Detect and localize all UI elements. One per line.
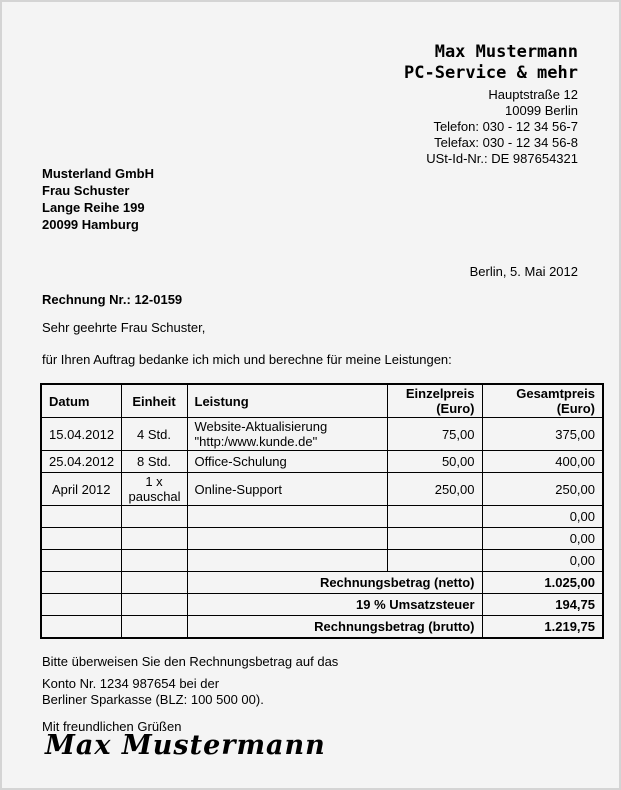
recipient-contact: Frau Schuster: [42, 183, 130, 198]
cell-einheit: [121, 506, 187, 528]
summary-row-tax: [41, 594, 603, 616]
cell-gesamtpreis: 0,00: [482, 528, 603, 550]
recipient-street: Lange Reihe 199: [42, 200, 145, 215]
cell-einzelpreis: [387, 506, 482, 528]
col-header-einheit: Einheit: [121, 384, 187, 418]
salutation: Sehr geehrte Frau Schuster,: [42, 320, 206, 335]
recipient-address: [42, 165, 154, 233]
sender-name: Max Mustermann: [434, 42, 578, 62]
account-line-2: Berliner Sparkasse (BLZ: 100 500 00).: [42, 692, 264, 707]
cell-gesamtpreis: 400,00: [482, 451, 603, 473]
account-info: [42, 676, 264, 708]
invoice-table: [40, 383, 604, 639]
summary-value: 1.025,00: [482, 572, 603, 594]
cell-gesamtpreis: 0,00: [482, 506, 603, 528]
sender-street: Hauptstraße 12: [488, 87, 578, 102]
table-row-empty: [41, 528, 603, 550]
sender-phone: Telefon: 030 - 12 34 56-7: [433, 119, 578, 134]
signature: Max Mustermann: [45, 730, 326, 761]
cell-einzelpreis: 50,00: [387, 451, 482, 473]
table-row: [41, 473, 603, 506]
cell-gesamtpreis: 375,00: [482, 418, 603, 451]
cell-leistung: Office-Schulung: [187, 451, 387, 473]
sender-city: 10099 Berlin: [505, 103, 578, 118]
account-line-1: Konto Nr. 1234 987654 bei der: [42, 676, 220, 691]
cell-leistung: [187, 550, 387, 572]
col-header-einzelpreis: Einzelpreis (Euro): [387, 384, 482, 418]
cell-datum: [41, 528, 121, 550]
cell-leistung: [187, 528, 387, 550]
cell-gesamtpreis: 0,00: [482, 550, 603, 572]
cell-datum: [41, 550, 121, 572]
summary-row-brutto: [41, 616, 603, 638]
cell-gesamtpreis: 250,00: [482, 473, 603, 506]
sender-fax: Telefax: 030 - 12 34 56-8: [434, 135, 578, 150]
cell-einzelpreis: 250,00: [387, 473, 482, 506]
col-header-leistung: Leistung: [187, 384, 387, 418]
col-header-gesamtpreis: Gesamtpreis (Euro): [482, 384, 603, 418]
summary-value-total: 1.219,75: [482, 616, 603, 638]
sender-tagline: PC-Service & mehr: [404, 63, 578, 83]
cell-einheit: [121, 528, 187, 550]
intro-text: für Ihren Auftrag bedanke ich mich und berechne für meine Leistungen:: [42, 352, 452, 367]
cell-leistung: [187, 506, 387, 528]
cell-datum: April 2012: [41, 473, 121, 506]
regards-line: Mit freundlichen Grüßen: [42, 719, 182, 734]
cell-datum: 15.04.2012: [41, 418, 121, 451]
table-row-empty: [41, 506, 603, 528]
sender-address: [404, 87, 578, 167]
recipient-company: Musterland GmbH: [42, 166, 154, 181]
table-row: [41, 451, 603, 473]
cell-einzelpreis: [387, 528, 482, 550]
cell-einheit: 8 Std.: [121, 451, 187, 473]
cell-einzelpreis: 75,00: [387, 418, 482, 451]
cell-einheit: 4 Std.: [121, 418, 187, 451]
recipient-city: 20099 Hamburg: [42, 217, 139, 232]
col-header-datum: Datum: [41, 384, 121, 418]
summary-label: 19 % Umsatzsteuer: [187, 594, 482, 616]
table-row: [41, 418, 603, 451]
cell-einheit: [121, 550, 187, 572]
cell-leistung: Website-Aktualisierung "http:/www.kunde.de": [187, 418, 387, 451]
cell-datum: [41, 506, 121, 528]
table-row-empty: [41, 550, 603, 572]
summary-value: 194,75: [482, 594, 603, 616]
table-header-row: [41, 384, 603, 418]
summary-row-netto: [41, 572, 603, 594]
summary-label: Rechnungsbetrag (netto): [187, 572, 482, 594]
letterhead: [404, 42, 578, 167]
invoice-number: Rechnung Nr.: 12-0159: [42, 292, 183, 307]
cell-einheit: 1 x pauschal: [121, 473, 187, 506]
cell-einzelpreis: [387, 550, 482, 572]
date-line: Berlin, 5. Mai 2012: [469, 264, 578, 279]
summary-label: Rechnungsbetrag (brutto): [187, 616, 482, 638]
payment-request: Bitte überweisen Sie den Rechnungsbetrag auf das: [42, 654, 339, 669]
sender-vat-id: USt-Id-Nr.: DE 987654321: [426, 151, 578, 166]
cell-datum: 25.04.2012: [41, 451, 121, 473]
cell-leistung: Online-Support: [187, 473, 387, 506]
